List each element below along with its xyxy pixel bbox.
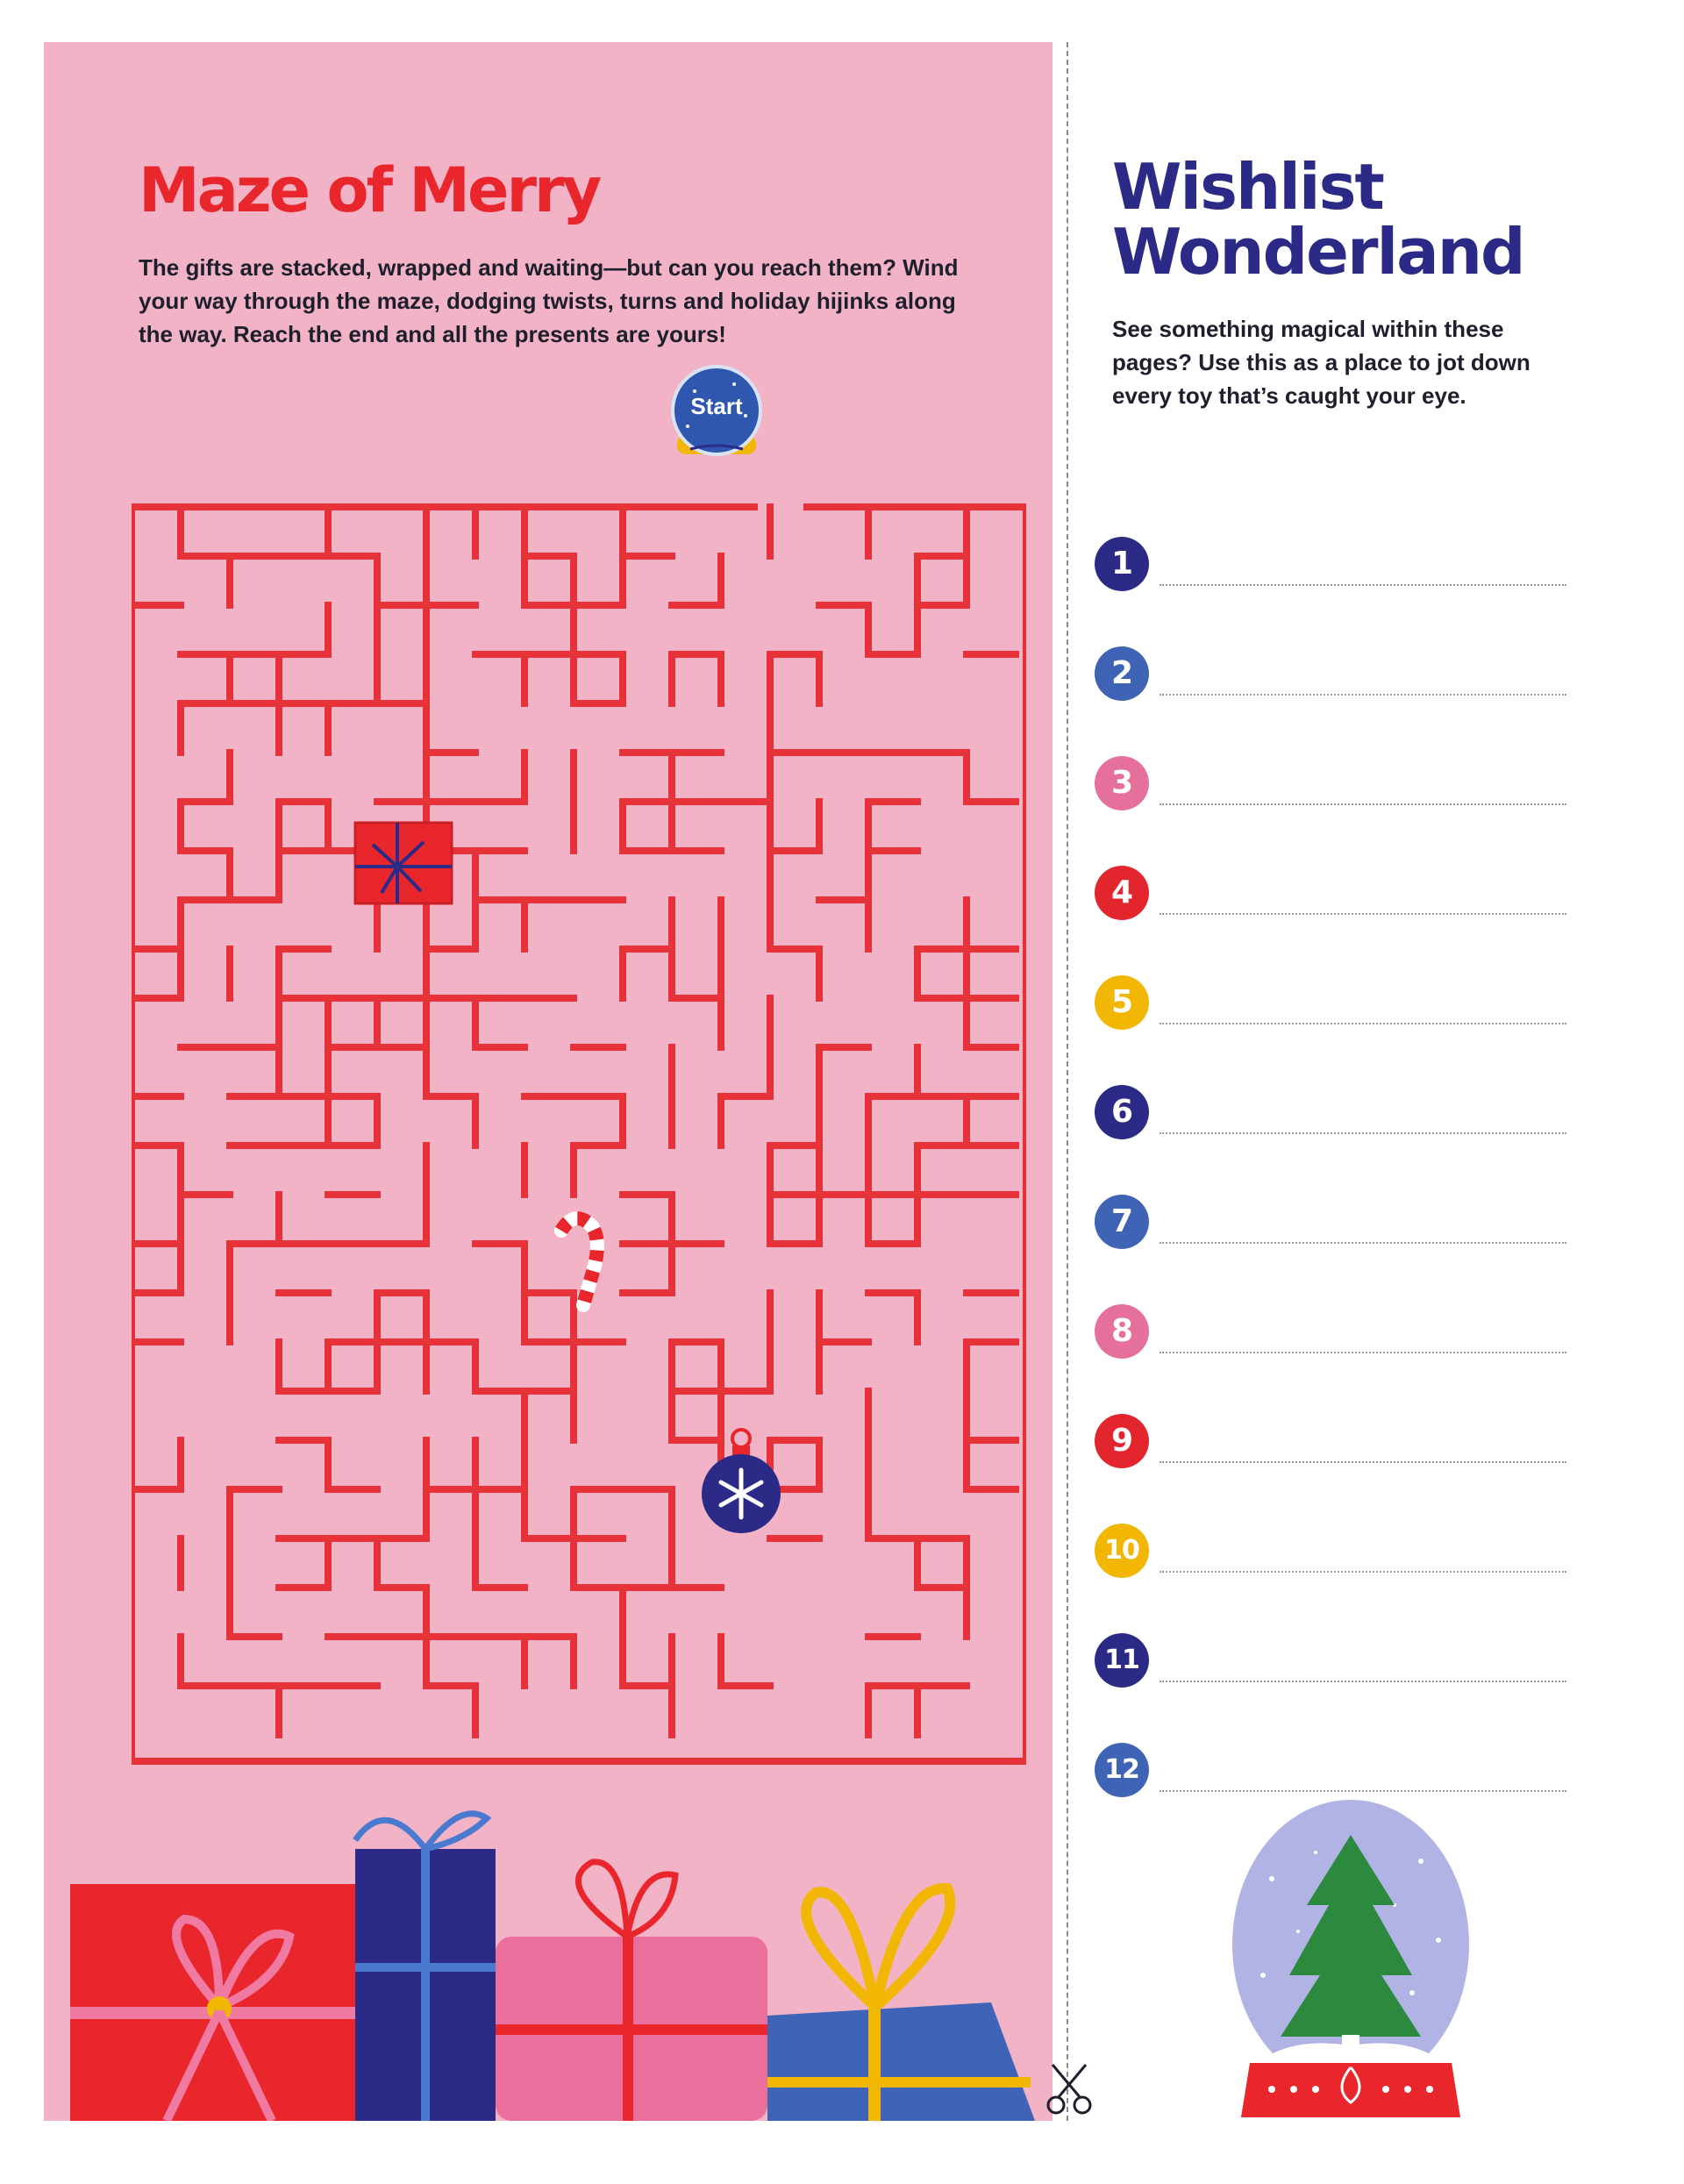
write-line[interactable] bbox=[1160, 1132, 1566, 1134]
write-line[interactable] bbox=[1160, 584, 1566, 586]
write-line[interactable] bbox=[1160, 1352, 1566, 1353]
wishlist-item bbox=[1095, 1085, 1586, 1195]
number-badge: 6 bbox=[1095, 1085, 1149, 1139]
write-line[interactable] bbox=[1160, 803, 1566, 805]
number-badge: 4 bbox=[1095, 866, 1149, 920]
write-line[interactable] bbox=[1160, 1023, 1566, 1024]
maze-inner-walls bbox=[132, 507, 1016, 1735]
number-badge: 5 bbox=[1095, 975, 1149, 1030]
wishlist-item bbox=[1095, 1304, 1586, 1414]
wishlist-item bbox=[1095, 646, 1586, 756]
maze-title: Maze of Merry bbox=[139, 154, 600, 226]
maze-gift-icon bbox=[355, 823, 452, 903]
wishlist-item bbox=[1095, 1195, 1586, 1304]
blue-gift-icon bbox=[767, 1888, 1035, 2121]
number-badge: 12 bbox=[1095, 1743, 1149, 1797]
wishlist-item bbox=[1095, 975, 1586, 1085]
wishlist-title-line2: Wonderland bbox=[1112, 215, 1524, 289]
wishlist-item bbox=[1095, 1633, 1586, 1743]
number-badge: 7 bbox=[1095, 1195, 1149, 1249]
wishlist-item bbox=[1095, 866, 1586, 975]
write-line[interactable] bbox=[1160, 913, 1566, 915]
wishlist-item bbox=[1095, 537, 1586, 646]
write-line[interactable] bbox=[1160, 1461, 1566, 1463]
wishlist-title-line1: Wishlist bbox=[1112, 150, 1383, 224]
write-line[interactable] bbox=[1160, 1571, 1566, 1573]
number-badge: 8 bbox=[1095, 1304, 1149, 1359]
wishlist-title bbox=[1112, 150, 1524, 289]
red-gift-icon bbox=[70, 1884, 360, 2121]
maze-panel bbox=[44, 42, 1052, 2121]
start-label: Start bbox=[690, 393, 743, 419]
number-badge: 2 bbox=[1095, 646, 1149, 701]
wishlist-item bbox=[1095, 1414, 1586, 1524]
gift-pile-illustration bbox=[44, 1788, 1052, 2121]
write-line[interactable] bbox=[1160, 1790, 1566, 1792]
maze-description: The gifts are stacked, wrapped and waiting—but can you reach them? Wind your way through the maze, dodging twists, turns and holiday hijinks along the way. Reach the end and all the presents are yours! bbox=[139, 254, 959, 347]
write-line[interactable] bbox=[1160, 694, 1566, 696]
number-badge: 9 bbox=[1095, 1414, 1149, 1468]
wishlist-list bbox=[1095, 537, 1586, 1852]
write-line[interactable] bbox=[1160, 1242, 1566, 1244]
wishlist-description: See something magical within these pages? Use this as a place to jot down every toy that’s caught your eye. bbox=[1112, 316, 1531, 409]
number-badge: 11 bbox=[1095, 1633, 1149, 1688]
write-line[interactable] bbox=[1160, 1681, 1566, 1682]
maze[interactable] bbox=[132, 472, 1026, 1770]
cut-line bbox=[1067, 42, 1068, 2121]
scissors-icon bbox=[1045, 2061, 1093, 2116]
number-badge: 10 bbox=[1095, 1524, 1149, 1578]
snow-globe-tree-icon bbox=[1219, 1800, 1491, 2126]
number-badge: 1 bbox=[1095, 537, 1149, 591]
pink-gift-icon bbox=[496, 1862, 767, 2121]
navy-gift-icon bbox=[355, 1814, 496, 2121]
number-badge: 3 bbox=[1095, 756, 1149, 810]
wishlist-item bbox=[1095, 756, 1586, 866]
wishlist-item bbox=[1095, 1524, 1586, 1633]
